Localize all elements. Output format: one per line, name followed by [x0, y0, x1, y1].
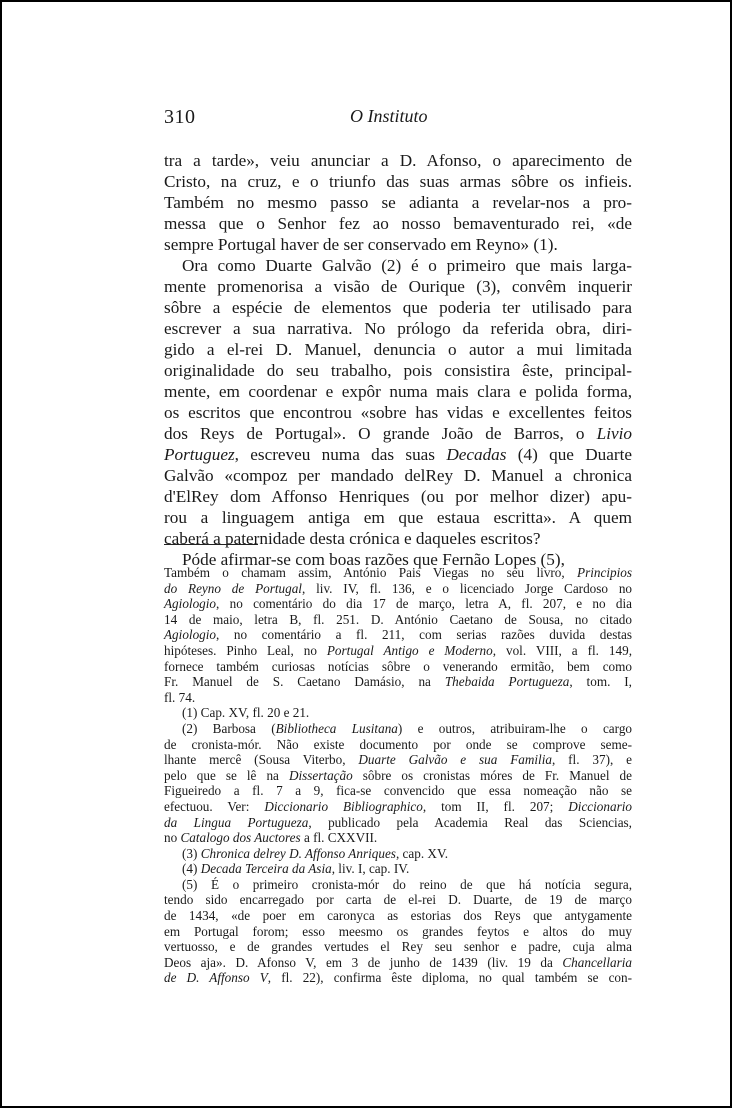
- text-line: tra a tarde», veiu anunciar a D. Afonso, o aparecimento de: [164, 151, 632, 170]
- footnote-line: lhante mercê (Sousa Viterbo, Duarte Galvão e sua Familia, fl. 37), e: [164, 752, 632, 768]
- text-line: Também no mesmo passo se adianta a revelar-nos a pro-: [164, 193, 632, 212]
- footnote-line: tendo sido encarregado por carta de el-rei D. Duarte, de 19 de março: [164, 892, 632, 908]
- footnotes: [164, 565, 632, 986]
- footnote-line: do Reyno de Portugal, liv. IV, fl. 136, e o licenciado Jorge Cardoso no: [164, 580, 633, 596]
- footnote-separator: [164, 544, 258, 545]
- footnote-line: (2) Barbosa (Bibliotheca Lusitana) e outros, atribuiram-lhe o cargo: [182, 720, 633, 736]
- text-line: mente promenorisa a visão de Ourique (3), convêm inquerir: [164, 277, 632, 296]
- footnote-line: fl. 74.: [164, 689, 196, 705]
- footnote-line: (4) Decada Terceira da Asia, liv. I, cap. IV.: [182, 861, 410, 877]
- footnote-line: Figueiredo a fl. 7 a 9, fica-se convencido que essa nomeação não se: [164, 783, 632, 799]
- text-line: caberá a paternidade desta crónica e daqueles escritos?: [164, 529, 541, 548]
- footnote-line: fornece também curiosas notícias sôbre o venerando ermitão, bem como: [164, 658, 632, 674]
- text-line: messa que o Senhor fez ao nosso bemaventurado rei, «de: [164, 214, 632, 233]
- text-line: d'ElRey dom Affonso Henriques (ou por melhor dizer) apu-: [164, 487, 632, 506]
- text-line: Cristo, na cruz, e o triunfo das suas armas sôbre os infieis.: [164, 172, 632, 191]
- footnote-line: pelo que se lê na Dissertação sôbre os cronistas móres de Fr. Manuel de: [164, 767, 633, 783]
- footnote-line: de cronista-mór. Não existe documento por onde se comprove seme-: [164, 736, 632, 752]
- main-text: [164, 150, 632, 570]
- footnote-line: Agiologio, no comentário do dia 17 de março, letra A, fl. 207, e no dia: [164, 596, 632, 612]
- running-title: O Instituto: [350, 106, 428, 126]
- text-line: Galvão «compoz per mandado delRey D. Manuel a chronica: [164, 466, 632, 485]
- footnote-line: vertuosso, e de grandes vertudes el Rey seu senhor e padre, cuja alma: [164, 939, 632, 955]
- footnote-line: Também o chamam assim, António Pais Viegas no seu livro, Principios: [164, 565, 632, 580]
- footnote-line: Agiologio, no comentário a fl. 211, com serias razões duvida destas: [164, 627, 632, 643]
- footnote-line: no Catalogo dos Auctores a fl. CXXVII.: [164, 830, 378, 846]
- footnote-line: efectuou. Ver: Diccionario Bibliographico, tom II, fl. 207; Diccionario: [164, 798, 632, 814]
- footnote-line: 14 de maio, letra B, fl. 251. D. António Caetano de Sousa, no citado: [164, 611, 632, 627]
- text-line: Ora como Duarte Galvão (2) é o primeiro que mais larga-: [182, 256, 632, 275]
- footnote-line: em Portugal forom; esso meesmo os grandes feytos e altos do muy: [164, 923, 632, 939]
- text-line: dos Reys de Portugal». O grande João de Barros, o Livio: [164, 424, 632, 443]
- text-line: sempre Portugal haver de ser conservado em Reyno» (1).: [164, 235, 558, 254]
- footnote-line: de D. Affonso V, fl. 22), confirma êste diploma, no qual também se con-: [164, 970, 632, 986]
- page-number: 310: [164, 106, 196, 128]
- text-line: escrever a sua narrativa. No prólogo da referida obra, diri-: [164, 319, 632, 338]
- footnote-line: Fr. Manuel de S. Caetano Damásio, na Thebaida Portugueza, tom. I,: [164, 674, 632, 690]
- text-line: os escritos que encontrou «sobre has vidas e excellentes feitos: [164, 403, 632, 422]
- text-line: mente, em coordenar e expôr numa mais clara e polida forma,: [164, 382, 632, 401]
- text-line: rou a linguagem antiga em que estaua escritta». A quem: [164, 508, 632, 527]
- footnote-line: de 1434, «de poer em caronyca as estorias dos Reys que antygamente: [164, 908, 632, 924]
- text-line: originalidade do seu trabalho, pois consistira êste, principal-: [164, 361, 632, 380]
- text-line: Póde afirmar-se com boas razões que Fernão Lopes (5),: [182, 550, 565, 569]
- footnote-line: hipóteses. Pinho Leal, no Portugal Antigo e Moderno, vol. VIII, a fl. 149,: [164, 642, 632, 658]
- text-line: Portuguez, escreveu numa das suas Decadas (4) que Duarte: [164, 445, 632, 464]
- footnote-line: Deos aja». D. Afonso V, em 3 de junho de 1439 (liv. 19 da Chancellaria: [164, 954, 632, 970]
- footnote-line: da Lingua Portugueza, publicado pela Academia Real das Sciencias,: [164, 814, 632, 830]
- footnote-line: (5) É o primeiro cronista-mór do reino de que há notícia segura,: [182, 876, 632, 892]
- footnote-line: (3) Chronica delrey D. Affonso Anriques, cap. XV.: [182, 845, 449, 861]
- text-line: gido a el-rei D. Manuel, denuncia o autor a mui limitada: [164, 340, 632, 359]
- footnote-line: (1) Cap. XV, fl. 20 e 21.: [182, 705, 310, 721]
- text-line: sôbre a espécie de elementos que poderia ter utilisado para: [164, 298, 632, 317]
